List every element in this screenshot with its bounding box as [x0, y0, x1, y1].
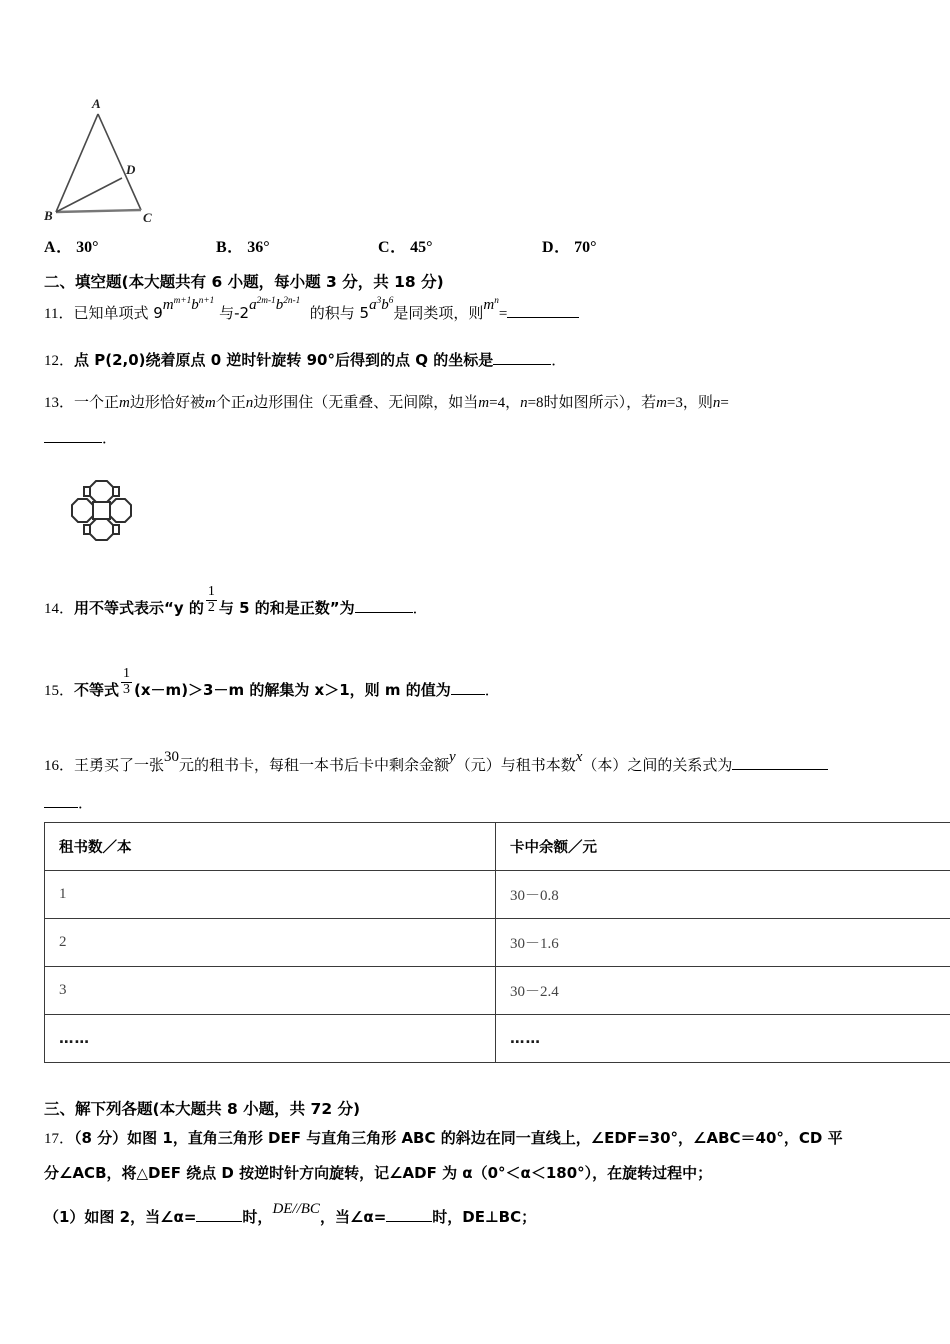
- q13-m3: m: [478, 395, 490, 411]
- question-15-number: 15．: [44, 682, 75, 699]
- option-c-value: 45°: [410, 239, 433, 256]
- triangle-label-d: D: [126, 162, 136, 177]
- q14-fraction-one-half: [206, 585, 217, 615]
- option-d-label: D: [542, 239, 555, 256]
- question-12-tail: ．: [551, 351, 567, 369]
- q14-t2: 与 5 的和是正数”为: [218, 598, 355, 617]
- triangle-label-c: C: [143, 210, 152, 225]
- question-17-number: 17．: [44, 1131, 75, 1147]
- question-14-number: 14．: [44, 600, 75, 617]
- question-11-number: 11．: [44, 306, 74, 322]
- option-d[interactable]: [542, 234, 596, 257]
- option-d-value: 70°: [574, 239, 597, 256]
- q15-fraction-one-third: [121, 667, 132, 697]
- q11-term-mn: $m^n$: [483, 296, 499, 313]
- option-a-label: A: [44, 239, 57, 256]
- q14-frac-numerator: 1: [207, 584, 215, 599]
- question-14-answer-blank[interactable]: [355, 612, 413, 613]
- q14-tail: ．: [412, 598, 428, 617]
- q13-t7: ，则: [682, 393, 713, 411]
- option-a[interactable]: [44, 234, 98, 257]
- q13-m2: m: [204, 395, 216, 411]
- question-16-answer-blank-2[interactable]: [44, 807, 78, 808]
- octagons-figure: [46, 458, 158, 564]
- question-11-answer-blank[interactable]: [507, 317, 579, 318]
- q17-sub1-c: ，当∠α=: [319, 1208, 387, 1226]
- q15-tail: ．: [484, 680, 500, 699]
- question-16-continuation: [44, 793, 93, 814]
- question-11-text-e: =: [498, 306, 508, 322]
- q13-n1: n: [245, 395, 254, 411]
- question-12-answer-blank[interactable]: [493, 364, 551, 365]
- table-row: [45, 871, 950, 919]
- table-cell-balance-1: 30－0.8: [496, 871, 950, 919]
- table-cell-books-3: 3: [45, 967, 496, 1015]
- question-17-sub-1: [44, 1201, 537, 1229]
- answer-options-row: [44, 234, 644, 258]
- question-13-answer-blank[interactable]: [44, 442, 102, 443]
- q14-t1: 用不等式表示“y 的: [74, 598, 204, 617]
- q15-t1: 不等式: [74, 680, 120, 699]
- triangle-label-a: A: [92, 96, 101, 111]
- question-11-text-d: 是同类项，则: [393, 304, 484, 322]
- question-16-number: 16．: [44, 758, 75, 774]
- section-three-heading: 三、解下列各题(本大题共 8 小题，共 72 分): [44, 1100, 361, 1118]
- table-row: [45, 1015, 950, 1063]
- question-12-text: 点 P(2,0)绕着原点 0 逆时针旋转 90°后得到的点 Q 的坐标是: [74, 351, 494, 369]
- option-b-sep: ．: [227, 239, 244, 256]
- q16-tail: ．: [78, 794, 94, 812]
- q16-variable-x: x: [575, 749, 583, 765]
- option-c[interactable]: [378, 234, 432, 257]
- q16-t3: （元）与租书本数: [455, 756, 576, 774]
- table-cell-books-2: 2: [45, 919, 496, 967]
- question-16-answer-blank[interactable]: [732, 769, 828, 770]
- q11-term-b2: $b^{2n-1}$: [275, 296, 301, 313]
- q13-n3: n: [712, 395, 721, 411]
- q13-tail: ．: [102, 429, 118, 447]
- question-17-blank-1[interactable]: [196, 1221, 242, 1222]
- table-header-balance: 卡中余额／元: [496, 823, 950, 871]
- q11-term-m: $m^{m+1}$: [162, 296, 192, 313]
- q13-n2: n: [520, 395, 528, 411]
- option-a-value: 30°: [76, 239, 99, 256]
- q13-e3: =3: [666, 395, 683, 411]
- q13-m4: m: [656, 395, 667, 411]
- q13-t5: ，: [505, 393, 521, 411]
- triangle-abc-svg: [44, 92, 184, 227]
- question-17-text-line2: 分∠ACB，将△DEF 绕点 D 按逆时针方向旋转，记∠ADF 为 α（0°＜α＜180°），在旋转过程中；: [44, 1164, 713, 1182]
- q17-sub1-b: 时，: [242, 1208, 273, 1226]
- table-cell-balance-ellipsis: ……: [496, 1015, 950, 1063]
- question-13: [44, 392, 729, 414]
- table-cell-books-ellipsis: ……: [45, 1015, 496, 1063]
- q13-t3: 个正: [215, 393, 246, 411]
- option-c-label: C: [378, 239, 391, 256]
- option-b-value: 36°: [247, 239, 270, 256]
- q13-t2: 边形恰好被: [129, 393, 205, 411]
- q11-term-a: $a^{2m-1}$: [249, 296, 276, 313]
- q13-t1: 一个正: [74, 393, 120, 411]
- q13-t4: 边形围住（无重叠、无间隙，如当: [253, 393, 479, 411]
- table-row: [45, 919, 950, 967]
- q13-t6: 时如图所示），若: [543, 393, 657, 411]
- triangle-label-b: B: [44, 208, 53, 223]
- section-two-heading: 二、填空题(本大题共有 6 小题，每小题 3 分，共 18 分): [44, 273, 444, 291]
- rental-card-balance-table: [44, 822, 950, 1063]
- option-b-label: B: [216, 239, 228, 256]
- table-cell-balance-2: 30－1.6: [496, 919, 950, 967]
- question-13-number: 13．: [44, 395, 75, 411]
- option-b[interactable]: [216, 234, 270, 257]
- option-d-sep: ．: [554, 239, 571, 256]
- octagons-svg: [46, 458, 158, 564]
- option-c-sep: ．: [390, 239, 407, 256]
- question-17-line-2: [44, 1163, 712, 1184]
- q17-math-de-parallel-bc: DE//BC: [272, 1201, 320, 1217]
- question-13-continuation: [44, 428, 117, 449]
- question-17-blank-2[interactable]: [386, 1221, 432, 1222]
- q14-frac-denominator: 2: [207, 599, 215, 615]
- question-11-text-a: 已知单项式 9: [73, 304, 163, 322]
- triangle-abc-figure: [44, 92, 184, 227]
- q16-variable-y: y: [449, 749, 456, 765]
- table-header-row: [45, 823, 950, 871]
- question-14: [44, 584, 428, 622]
- question-11: [44, 296, 579, 325]
- q11-term-a3: $a^3$: [369, 296, 382, 313]
- option-a-sep: ．: [56, 239, 73, 256]
- q11-term-b: $b^{n+1}$: [191, 296, 215, 313]
- q17-sub1-a: （1）如图 2，当∠α=: [44, 1208, 197, 1226]
- q16-t2: 元的租书卡，每租一本书后卡中剩余金额: [179, 756, 450, 774]
- question-15: [44, 666, 500, 704]
- table-cell-balance-3: 30－2.4: [496, 967, 950, 1015]
- question-17-text-line1: （8 分）如图 1，直角三角形 DEF 与直角三角形 ABC 的斜边在同一直线上，∠EDF=30°，∠ABC＝40°，CD 平: [74, 1129, 843, 1147]
- q16-t4: （本）之间的关系式为: [582, 756, 733, 774]
- q15-frac-denominator: 3: [123, 681, 131, 697]
- q13-e1: =4: [489, 395, 506, 411]
- q16-t1: 王勇买了一张: [74, 756, 165, 774]
- table-header-books: 租书数／本: [45, 823, 496, 871]
- question-12: [44, 350, 566, 372]
- q13-e4: =: [720, 395, 729, 411]
- q17-sub1-d: 时，DE⊥BC；: [432, 1208, 537, 1226]
- q13-e2: =8: [527, 395, 544, 411]
- question-11-text-b: 与-2: [219, 304, 250, 322]
- q15-t2: (x－m)＞3－m 的解集为 x＞1，则 m 的值为: [134, 680, 451, 699]
- table-cell-books-1: 1: [45, 871, 496, 919]
- question-17-line-1: [44, 1128, 843, 1150]
- q15-frac-numerator: 1: [123, 666, 131, 681]
- q16-value-30: 30: [164, 749, 180, 765]
- question-12-number: 12．: [44, 353, 75, 369]
- table-row: [45, 967, 950, 1015]
- question-11-text-c: 的积与 5: [309, 304, 370, 322]
- q13-m1: m: [119, 395, 130, 411]
- q11-term-b6: $b^6$: [381, 296, 394, 313]
- question-15-answer-blank[interactable]: [451, 694, 485, 695]
- question-16: [44, 749, 828, 777]
